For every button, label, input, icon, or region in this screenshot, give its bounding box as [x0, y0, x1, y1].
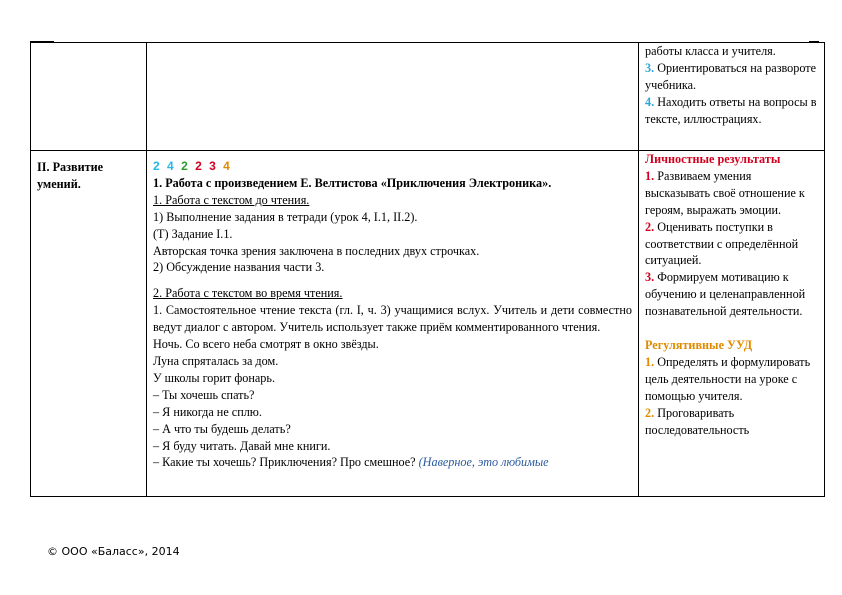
- stage-cell: [31, 43, 147, 151]
- regulative-header: Регулятивные УУД: [645, 338, 753, 353]
- poem-line: – Какие ты хочешь? Приключения? Про смешное? (Наверное, это любимые: [153, 455, 549, 470]
- paragraph: 1. Самостоятельное чтение текста (гл. І, ч. 3) учащимися вслух. Учитель и дети совместно ведут диалог с автором. Учитель использует также приём комментированного чтения.: [153, 303, 632, 335]
- text-line: 1) Выполнение задания в тетради (урок 4, І.1, ІІ.2).: [153, 209, 418, 224]
- table-row: [31, 151, 825, 497]
- uud-cell: [639, 151, 825, 497]
- uud-item: 3. Формируем мотивацию к обучению и целенаправленной познавательной деятельности.: [645, 270, 806, 319]
- content-cell: [147, 151, 639, 497]
- uud-code: 3: [209, 159, 218, 173]
- poem-line: – А что ты будешь делать?: [153, 421, 291, 436]
- uud-item: 4. Находить ответы на вопросы в тексте, иллюстрациях.: [645, 94, 817, 126]
- subsection-heading: 2. Работа с текстом во время чтения.: [153, 286, 343, 301]
- uud-item: 2. Оценивать поступки в соответствии с определённой ситуацией.: [645, 219, 799, 268]
- uud-item: 3. Ориентироваться на развороте учебника.: [645, 60, 817, 92]
- uud-code: 2: [181, 159, 190, 173]
- poem-line: У школы горит фонарь.: [153, 370, 276, 385]
- uud-item: 2. Проговаривать последовательность: [645, 405, 750, 437]
- uud-item: 1. Определять и формулировать цель деятельности на уроке с помощью учителя.: [645, 354, 811, 403]
- text-line: (Т) Задание І.1.: [153, 226, 233, 241]
- personal-results-header: Личностные результаты: [645, 152, 781, 166]
- stage-title: II. Развитие умений.: [37, 160, 104, 191]
- uud-code: 2: [195, 159, 204, 173]
- copyright-footer: © ООО «Баласс», 2014: [47, 545, 180, 558]
- poem-line: – Ты хочешь спать?: [153, 387, 255, 402]
- text-line: 2) Обсуждение названия части 3.: [153, 260, 325, 275]
- content-cell: [147, 43, 639, 151]
- author-comment: (Наверное, это любимые: [418, 455, 549, 470]
- uud-item: 1. Развиваем умения высказывать своё отношение к героям, выражать эмоции.: [645, 168, 805, 217]
- lesson-table: [30, 42, 825, 497]
- poem-line: – Я никогда не сплю.: [153, 404, 262, 419]
- table-row: [31, 43, 825, 151]
- stage-cell: [31, 151, 147, 497]
- uud-code: 2: [153, 159, 162, 173]
- poem-line: – Я буду читать. Давай мне книги.: [153, 438, 331, 453]
- poem-line: Ночь. Со всего неба смотрят в окно звёзды.: [153, 337, 379, 352]
- text-line: Авторская точка зрения заключена в последних двух строчках.: [153, 243, 480, 258]
- uud-code: 4: [223, 159, 232, 173]
- poem-line: Луна спряталась за дом.: [153, 353, 279, 368]
- subsection-heading: 1. Работа с текстом до чтения.: [153, 192, 310, 207]
- uud-codes: [153, 158, 632, 175]
- uud-item: работы класса и учителя.: [645, 44, 776, 58]
- uud-code: 4: [167, 159, 176, 173]
- uud-cell: [639, 43, 825, 151]
- section-title: 1. Работа с произведением Е. Велтистова «Приключения Электроника».: [153, 175, 552, 190]
